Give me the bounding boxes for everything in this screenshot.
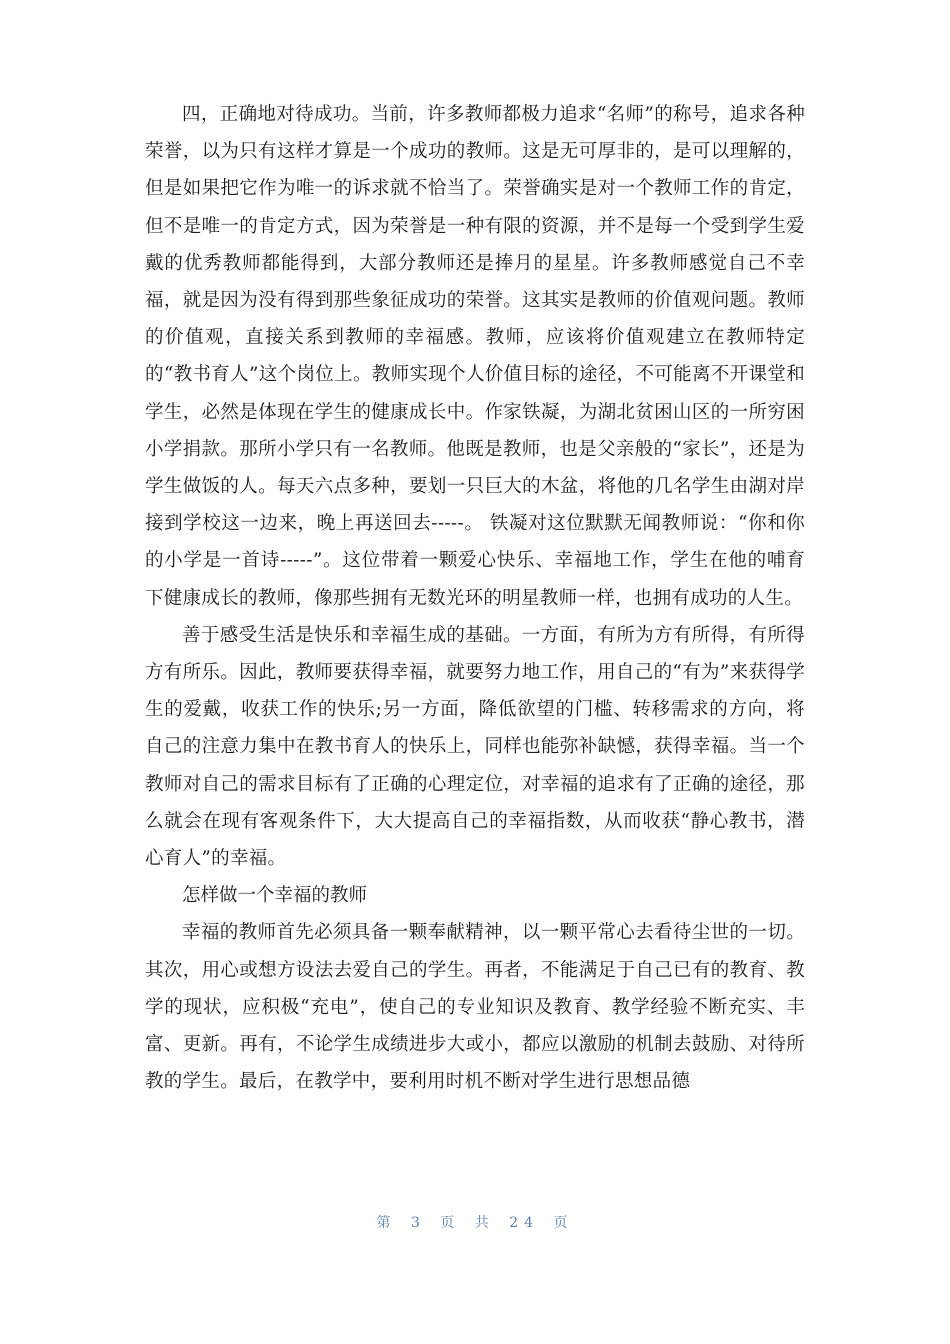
paragraph-happy-teacher: 幸福的教师首先必须具备一颗奉献精神，以一颗平常心去看待尘世的一切。其次，用心或想方设法去爱自己的学生。再者，不能满足于自己已有的教育、教学的现状，应积极“充电”，使自己的专业知识及教育、教学经验不断充实、丰富、更新。再有，不论学生成绩进步大或小，都应以激励的机制去鼓励、对待所教的学生。最后，在教学中，要利用时机不断对学生进行思想品德 [145,922,805,1093]
document-body [145,96,805,1100]
paragraph-happiness: 善于感受生活是快乐和幸福生成的基础。一方面，有所为方有所得，有所得方有所乐。因此，教师要获得幸福，就要努力地工作，用自己的“有为”来获得学生的爱戴，收获工作的快乐;另一方面，降低欲望的门槛、转移需求的方向，将自己的注意力集中在教书育人的快乐上，同样也能弥补缺憾，获得幸福。当一个教师对自己的需求目标有了正确的心理定位，对幸福的追求有了正确的途径，那么就会在现有客观条件下，大大提高自己的幸福指数，从而收获“静心教书，潜心育人”的幸福。 [145,624,805,870]
page-number-footer: 第 3 页 共 24 页 [376,1215,574,1231]
paragraph-success: 四，正确地对待成功。当前，许多教师都极力追求“名师”的称号，追求各种荣誉，以为只有这样才算是一个成功的教师。这是无可厚非的，是可以理解的，但是如果把它作为唯一的诉求就不恰当了。荣誉确实是对一个教师工作的肯定，但不是唯一的肯定方式，因为荣誉是一种有限的资源，并不是每一个受到学生爱戴的优秀教师都能得到，大部分教师还是捧月的星星。许多教师感觉自己不幸福，就是因为没有得到那些象征成功的荣誉。这其实是教师的价值观问题。教师的价值观，直接关系到教师的幸福感。教师，应该将价值观建立在教师特定的“教书育人”这个岗位上。教师实现个人价值目标的途径，不可能离不开课堂和学生，必然是体现在学生的健康成长中。作家铁凝，为湖北贫困山区的一所穷困小学捐款。那所小学只有一名教师。他既是教师，也是父亲般的“家长”，还是为学生做饭的人。每天六点多种，要划一只巨大的木盆，将他的几名学生由湖对岸接到学校这一边来，晚上再送回去-----。 铁凝对这位默默无闻教师说：“你和你的小学是一首诗-----”。这位带着一颗爱心快乐、幸福地工作，学生在他的哺育下健康成长的教师，像那些拥有无数光环的明星教师一样，也拥有成功的人生。 [145,104,805,609]
section-heading: 怎样做一个幸福的教师 [182,885,368,907]
